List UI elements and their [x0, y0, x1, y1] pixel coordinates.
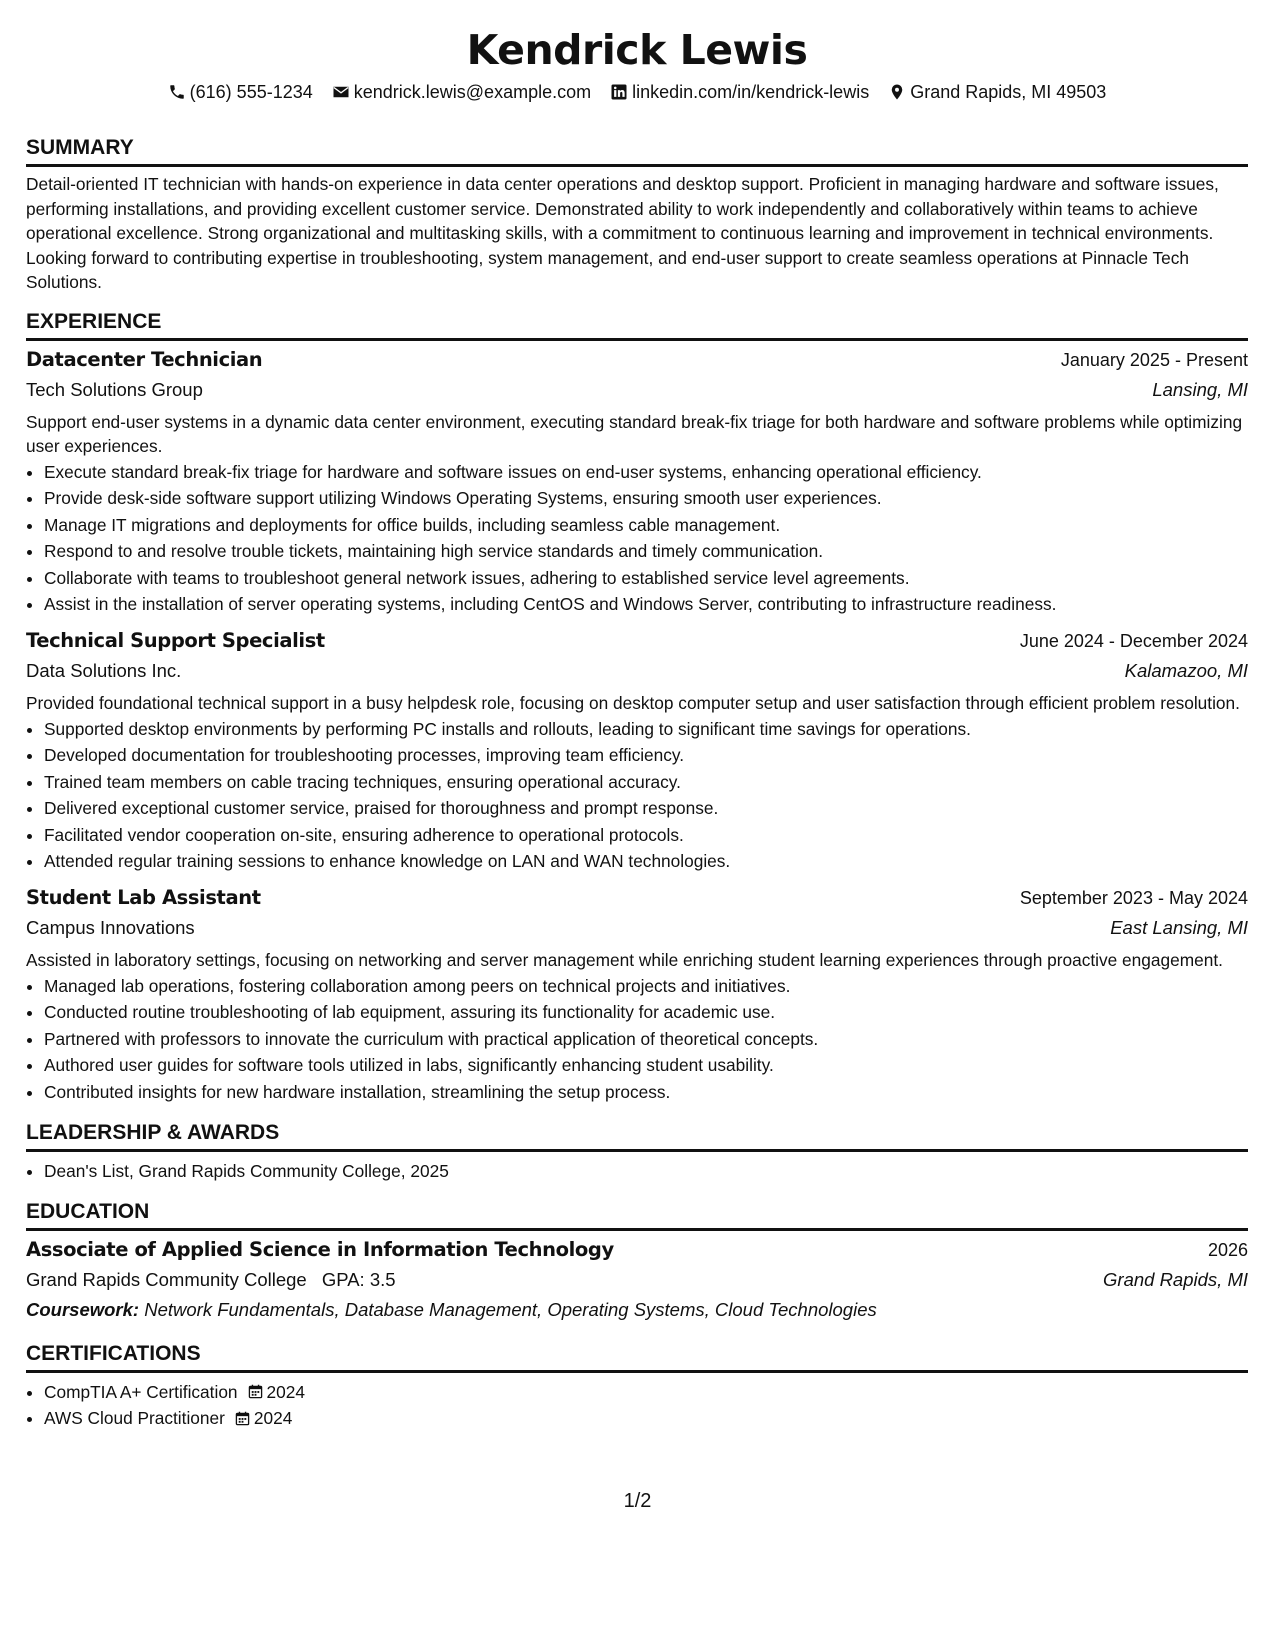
job-description: Provided foundational technical support in a busy helpdesk role, focusing on desktop computer setup and user satisfaction through efficient problem resolution. — [26, 692, 1240, 713]
section-title-education: EDUCATION — [26, 1198, 1248, 1231]
map-pin-icon — [888, 83, 906, 101]
list-item: • Facilitated vendor cooperation on-site, ensuring adherence to operational protocols. — [44, 822, 1248, 849]
job-dates: September 2023 - May 2024 — [1019, 887, 1248, 908]
job-dates: June 2024 - December 2024 — [1019, 630, 1248, 651]
summary-text: Detail-oriented IT technician with hands-on experience in data center operations and desktop support. Proficient in managing hardware and software issues, performing installations, and providing excellent customer service. Demonstrated ability to work independently and collaboratively within teams to achieve operational excellence. Strong organizational and multitasking skills, with a commitment to continuous learning and improvement in technical environments. Looking forward to contributing expertise in troubleshooting, system management, and end-user support to create seamless operations at Pinnacle Tech Solutions. — [26, 174, 1219, 292]
page-number: 1/2 — [623, 1490, 652, 1512]
section-title-experience: EXPERIENCE — [26, 308, 1248, 341]
list-item: • Provide desk-side software support utilizing Windows Operating Systems, ensuring smooth user experiences. — [44, 485, 1248, 512]
certification-year: 2024 — [266, 1381, 305, 1402]
linkedin-text: linkedin.com/in/kendrick-lewis — [632, 82, 870, 102]
list-item: • Supported desktop environments by performing PC installs and rollouts, leading to significant time savings for operations. — [44, 716, 1248, 743]
contact-bar — [26, 80, 1248, 104]
job-entry — [26, 345, 1248, 618]
job-title: Technical Support Specialist — [26, 628, 325, 652]
coursework-line — [26, 1295, 1248, 1325]
contact-linkedin[interactable] — [610, 80, 869, 104]
email-text: kendrick.lewis@example.com — [353, 82, 592, 102]
job-location: Lansing, MI — [1152, 378, 1248, 400]
contact-location — [888, 80, 1106, 104]
certification-name: • CompTIA A+ Certification — [44, 1381, 238, 1402]
list-item: • Assist in the installation of server operating systems, including CentOS and Windows Server, contributing to infrastructure readiness. — [44, 591, 1248, 618]
calendar-icon — [248, 1384, 263, 1399]
school-name: Grand Rapids Community College — [26, 1268, 307, 1290]
degree-title: Associate of Applied Science in Information Technology — [26, 1237, 614, 1261]
list-item: • Managed lab operations, fostering collaboration among peers on technical projects and initiatives. — [44, 973, 1248, 1000]
linkedin-icon — [610, 83, 628, 101]
job-location: Kalamazoo, MI — [1124, 659, 1248, 681]
calendar-icon — [235, 1411, 250, 1426]
list-item: • Partnered with professors to innovate the curriculum with practical application of theoretical concepts. — [44, 1026, 1248, 1053]
job-location: East Lansing, MI — [1110, 916, 1248, 938]
contact-email[interactable] — [332, 80, 591, 104]
job-description: Support end-user systems in a dynamic data center environment, executing standard break-fix triage for both hardware and software problems while optimizing user experiences. — [26, 411, 1243, 456]
envelope-icon — [332, 83, 350, 101]
list-item: • Respond to and resolve trouble tickets, maintaining high service standards and timely communication. — [44, 538, 1248, 565]
certification-list — [26, 1379, 1248, 1432]
list-item: • Collaborate with teams to troubleshoot general network issues, adhering to established service level agreements. — [44, 565, 1248, 592]
school-line — [26, 1265, 396, 1295]
leadership-list — [26, 1158, 1248, 1185]
experience-section — [26, 308, 1248, 1106]
certifications-section — [26, 1340, 1248, 1432]
job-bullets — [26, 459, 1248, 618]
location-text: Grand Rapids, MI 49503 — [910, 82, 1107, 102]
list-item: • Attended regular training sessions to enhance knowledge on LAN and WAN technologies. — [44, 848, 1248, 875]
list-item — [44, 1405, 1248, 1432]
phone-text: (616) 555-1234 — [189, 82, 313, 102]
contact-phone[interactable] — [168, 80, 313, 104]
job-description: Assisted in laboratory settings, focusing on networking and server management while enriching student learning experiences through proactive engagement. — [26, 949, 1223, 970]
list-item: • Manage IT migrations and deployments for office builds, including seamless cable management. — [44, 512, 1248, 539]
job-company: Tech Solutions Group — [26, 378, 203, 400]
phone-icon — [168, 83, 186, 101]
summary-section — [26, 134, 1248, 295]
list-item: • Dean's List, Grand Rapids Community College, 2025 — [44, 1158, 1248, 1185]
list-item: • Trained team members on cable tracing techniques, ensuring operational accuracy. — [44, 769, 1248, 796]
certification-name: • AWS Cloud Practitioner — [44, 1408, 225, 1428]
job-bullets — [26, 973, 1248, 1106]
job-title: Student Lab Assistant — [26, 885, 261, 909]
list-item: • Execute standard break-fix triage for hardware and software issues on end-user systems, enhancing operational efficiency. — [44, 459, 1248, 486]
list-item: • Developed documentation for troubleshooting processes, improving team efficiency. — [44, 742, 1248, 769]
job-entry — [26, 883, 1248, 1106]
list-item: • Delivered exceptional customer service, praised for thoroughness and prompt response. — [44, 795, 1248, 822]
section-title-certifications: CERTIFICATIONS — [26, 1340, 1248, 1373]
list-item: • Conducted routine troubleshooting of lab equipment, assuring its functionality for academic use. — [44, 999, 1248, 1026]
list-item: • Contributed insights for new hardware installation, streamlining the setup process. — [44, 1079, 1248, 1106]
job-company: Campus Innovations — [26, 916, 195, 938]
gpa: GPA: 3.5 — [321, 1268, 396, 1290]
section-title-summary: SUMMARY — [26, 134, 1248, 167]
list-item — [44, 1379, 1248, 1406]
job-entry — [26, 626, 1248, 875]
job-bullets — [26, 716, 1248, 875]
coursework-label: Coursework: — [26, 1298, 140, 1320]
graduation-year: 2026 — [1207, 1239, 1248, 1260]
school-location: Grand Rapids, MI — [1103, 1268, 1248, 1290]
coursework-text: Network Fundamentals, Database Management, Operating Systems, Cloud Technologies — [144, 1298, 877, 1320]
job-dates: January 2025 - Present — [1060, 349, 1248, 370]
job-company: Data Solutions Inc. — [26, 659, 182, 681]
resume-page — [26, 0, 1248, 1432]
candidate-name: Kendrick Lewis — [466, 26, 808, 74]
job-title: Datacenter Technician — [26, 347, 263, 371]
leadership-section — [26, 1119, 1248, 1185]
list-item: • Authored user guides for software tools utilized in labs, significantly enhancing student usability. — [44, 1052, 1248, 1079]
education-section — [26, 1198, 1248, 1325]
section-title-leadership: LEADERSHIP & AWARDS — [26, 1119, 1248, 1152]
certification-year: 2024 — [253, 1408, 293, 1428]
